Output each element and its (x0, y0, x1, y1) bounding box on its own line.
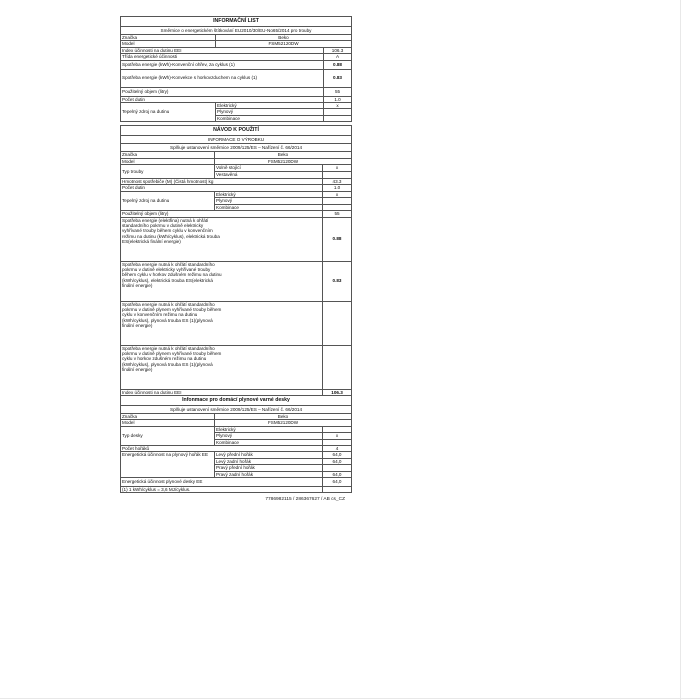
hob-subtitle: Splňuje ustanovení směrnice 2009/125/ES – Nařízení č. 66/2014 (121, 405, 352, 413)
burner-name: Pravý zadní hořák (215, 471, 323, 477)
table-row (121, 87, 352, 96)
burner-name: Levý přední hořák (215, 452, 323, 458)
row-value: FSM52120DW (215, 420, 352, 426)
option-mark: x (323, 191, 352, 197)
burner-value: 64,0 (323, 452, 352, 458)
row-label: Hmotnost spotřebiče (M) (Čistá hmotnost) kg (121, 179, 323, 185)
table-row (121, 217, 352, 261)
table-row (121, 165, 352, 172)
row-label: Spotřeba energie (kWh)-Konvenční ohřev, za cyklus (1) (121, 60, 324, 69)
table-row (121, 345, 352, 389)
energy-row-value: 0.88 (323, 217, 352, 261)
option-label: Plynový (215, 198, 323, 204)
row-value: 106.3 (323, 389, 352, 395)
option-mark (323, 172, 352, 179)
info-sheet-title: INFORMAČNÍ LIST (121, 17, 352, 27)
table-row (121, 69, 352, 87)
energy-row-label: Spotřeba energie nutná k ohřátí standardního pokrmu v dutině plynem vyhřívané trouby během cyklu v konvenčním režimu na dutinu (kWh/cyklus), plynová trouba ES (1)(plynová finální energie) (121, 301, 323, 345)
row-label: Model (121, 41, 216, 47)
row-label: Počet hořáků (121, 445, 323, 451)
energy-row-value: 0.83 (323, 261, 352, 301)
row-label: Model (121, 158, 215, 164)
row-value: 55 (324, 87, 352, 96)
row-value: 0.88 (324, 60, 352, 69)
row-label: Model (121, 420, 215, 426)
row-value: 55 (323, 211, 352, 217)
info-sheet-subtitle: Směrnice o energetickém štítkování EU2010/30/EU-No65/2014 pro trouby (121, 27, 352, 35)
footnote: (1) 1 kWh/cyklus = 3,6 MJ/cyklus. (121, 486, 323, 492)
row-value: Beko (215, 152, 352, 158)
page-edge-bottom (0, 698, 700, 699)
row-label: Index účinnosti na dutinu EEI (121, 47, 324, 53)
row-label: Značka (121, 35, 216, 41)
energy-row-label: Spotřeba energie (elektřina) nutná k ohřátí standardního pokrmu v dutině elektricky vyhřívané trouby během cyklu v konvenčním režimu na dutinu (kWh/cyklus), elektrická trouba ES(elektrická finální energie) (121, 217, 323, 261)
usage-subtitle: Splňuje ustanovení směrnice 2009/125/ES – Nařízení č. 66/2014 (121, 144, 352, 152)
row-label: Značka (121, 152, 215, 158)
row-value: 0.83 (324, 69, 352, 87)
row-value: 1.0 (323, 185, 352, 191)
page-edge-right (680, 0, 681, 700)
row-label: Spotřeba energie (kWh)-Konvekce s horkovzduchem na cyklus (1) (121, 69, 324, 87)
burner-value: 64,0 (323, 471, 352, 477)
hob-title: Infonmace pro domácí plynové varné desky (121, 395, 352, 405)
option-label: Elektrický (215, 426, 323, 432)
table-row (121, 261, 352, 301)
option-label: Kombinace (215, 204, 323, 210)
usage-info-title: INFORMACE O VÝROBKU (121, 136, 352, 144)
row-value: 43.3 (323, 179, 352, 185)
row-value: FSM52120DW (216, 41, 352, 47)
option-label: Kombinace (216, 115, 324, 121)
row-value: Beko (215, 413, 352, 419)
hob-type-label: Typ desky (121, 426, 215, 445)
table-row (121, 301, 352, 345)
table-row (121, 477, 352, 486)
usage-title: NÁVOD K POUŽITÍ (121, 126, 352, 136)
info-sheet-table (120, 16, 352, 122)
option-mark: x (323, 165, 352, 172)
option-label: Volně stojící (215, 165, 323, 172)
row-label: Energetická účinnost plynové desky EE (121, 477, 323, 486)
document-code: 7786982115 / 286367627 / AB cs_CZ (265, 497, 345, 503)
energy-row-label: Spotřeba energie nutná k ohřátí standardního pokrmu v dutině elektricky vyhřívané trouby během cyklu v horkov zdušném režimu na dutinu (kWh/cyklus), elektrická trouba ES(elektrická finální energie) (121, 261, 323, 301)
row-value: 64,0 (323, 477, 352, 486)
row-value: 1.0 (324, 96, 352, 102)
option-label: Elektrický (215, 191, 323, 197)
energy-row-value (323, 301, 352, 345)
option-mark (324, 115, 352, 121)
row-label: Počet dutin (121, 185, 323, 191)
option-label: Kombinace (215, 439, 323, 445)
energy-row-value (323, 345, 352, 389)
burner-name: Levý zadní hořák (215, 458, 323, 464)
table-row (121, 486, 352, 492)
option-mark: x (323, 433, 352, 439)
row-value: FSM52120DW (215, 158, 352, 164)
heat-source-label: Tepelný zdroj na dutinu (121, 103, 216, 122)
row-label: Použitelný objem (litry) (121, 211, 323, 217)
row-label: Použitelný objem (litry) (121, 87, 324, 96)
document-sheet (120, 16, 351, 502)
burner-name: Pravý přední hořák (215, 465, 323, 471)
option-label: Vestavěná (215, 172, 323, 179)
row-value: Beko (216, 35, 352, 41)
burner-value: 64,0 (323, 458, 352, 464)
option-mark: x (324, 103, 352, 109)
usage-table (120, 125, 352, 493)
energy-row-label: Spotřeba energie nutná k ohřátí standardního pokrmu v dutině plynem vyhřívané trouby během cyklu v horkov zdušném režimu na dutinu (kWh/cyklus), plynová trouba ES (1)(plynová finální energie) (121, 345, 323, 389)
row-label: Značka (121, 413, 215, 419)
row-value: A (324, 54, 352, 60)
heat-source-label: Tepelný zdroj na dutinu (121, 191, 215, 210)
option-label: Plynový (215, 433, 323, 439)
option-label: Elektrický (216, 103, 324, 109)
option-label: Plynový (216, 109, 324, 115)
row-value: 4 (323, 445, 352, 451)
oven-type-label: Typ trouby (121, 165, 215, 179)
row-label: Počet dutin (121, 96, 324, 102)
row-value: 106.3 (324, 47, 352, 53)
efficiency-label: Energetická účinnost na plynový hořák EE (121, 452, 215, 478)
row-label: Index účinnosti na dutinu EEI (121, 389, 323, 395)
table-row (121, 60, 352, 69)
row-label: Třída energetické účinnosti (121, 54, 324, 60)
